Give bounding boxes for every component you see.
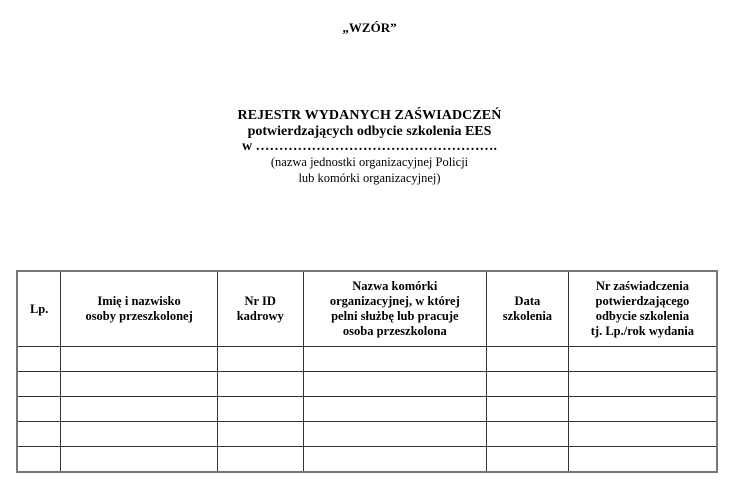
- column-header-date: [487, 271, 569, 347]
- column-header-line: organizacyjnej, w której: [329, 294, 460, 308]
- column-header-id: [217, 271, 303, 347]
- column-header-line: Nazwa komórki: [352, 279, 438, 293]
- table-cell-unit[interactable]: [303, 422, 486, 447]
- column-header-name: [61, 271, 218, 347]
- column-header-lp: [17, 271, 61, 347]
- table-cell-name[interactable]: [61, 372, 218, 397]
- table-row: [17, 397, 717, 422]
- table-cell-name[interactable]: [61, 422, 218, 447]
- column-header-line: Data: [514, 294, 541, 308]
- column-header-cert-number: [568, 271, 717, 347]
- table-cell-unit[interactable]: [303, 447, 486, 473]
- column-header-line: kadrowy: [236, 309, 284, 323]
- column-header-line: tj. Lp./rok wydania: [590, 324, 695, 338]
- table-cell-date[interactable]: [487, 447, 569, 473]
- unit-note-line2: lub komórki organizacyjnej): [298, 171, 441, 185]
- table-cell-id[interactable]: [217, 422, 303, 447]
- column-header-line: potwierdzającego: [595, 294, 690, 308]
- table-cell-lp[interactable]: [17, 397, 61, 422]
- column-header-line: Imię i nazwisko: [97, 294, 181, 308]
- table-cell-cert-number[interactable]: [568, 397, 717, 422]
- table-row: [17, 347, 717, 372]
- table-cell-name[interactable]: [61, 347, 218, 372]
- table-cell-date[interactable]: [487, 397, 569, 422]
- column-header-line: osoby przeszkolonej: [85, 309, 193, 323]
- table-cell-unit[interactable]: [303, 372, 486, 397]
- document-heading: [0, 108, 739, 186]
- table-cell-id[interactable]: [217, 447, 303, 473]
- column-header-line: odbycie szkolenia: [595, 309, 690, 323]
- unit-note-line1: (nazwa jednostki organizacyjnej Policji: [270, 155, 469, 169]
- table-cell-cert-number[interactable]: [568, 447, 717, 473]
- table-cell-unit[interactable]: [303, 347, 486, 372]
- column-header-line: pelni służbę lub pracuje: [331, 309, 459, 323]
- column-header-line: szkolenia: [502, 309, 553, 323]
- column-header-unit: [303, 271, 486, 347]
- table-cell-name[interactable]: [61, 397, 218, 422]
- table-cell-name[interactable]: [61, 447, 218, 473]
- table-cell-cert-number[interactable]: [568, 372, 717, 397]
- column-header-line: Nr ID: [244, 294, 276, 308]
- column-header-line: Nr zaświadczenia: [595, 279, 689, 293]
- table-cell-lp[interactable]: [17, 347, 61, 372]
- table-cell-id[interactable]: [217, 397, 303, 422]
- header-row: [17, 271, 717, 347]
- table-cell-lp[interactable]: [17, 422, 61, 447]
- table-row: [17, 447, 717, 473]
- table-cell-cert-number[interactable]: [568, 422, 717, 447]
- table-cell-lp[interactable]: [17, 447, 61, 473]
- column-header-line: Lp.: [29, 301, 49, 316]
- table-cell-id[interactable]: [217, 372, 303, 397]
- document-title: REJESTR WYDANYCH ZAŚWIADCZEŃ: [237, 108, 502, 123]
- table-cell-date[interactable]: [487, 372, 569, 397]
- table-cell-id[interactable]: [217, 347, 303, 372]
- table-cell-cert-number[interactable]: [568, 347, 717, 372]
- table-cell-date[interactable]: [487, 422, 569, 447]
- table-row: [17, 372, 717, 397]
- column-header-line: osoba przeszkolona: [342, 324, 447, 338]
- table-cell-lp[interactable]: [17, 372, 61, 397]
- document-subtitle: potwierdzających odbycie szkolenia EES: [247, 124, 492, 139]
- table-cell-unit[interactable]: [303, 397, 486, 422]
- unit-fill-line[interactable]: w …………………………………………….: [241, 139, 498, 154]
- template-label: „WZÓR”: [342, 20, 397, 35]
- register-table: [16, 270, 718, 473]
- table-body: [17, 347, 717, 473]
- table-row: [17, 422, 717, 447]
- table-cell-date[interactable]: [487, 347, 569, 372]
